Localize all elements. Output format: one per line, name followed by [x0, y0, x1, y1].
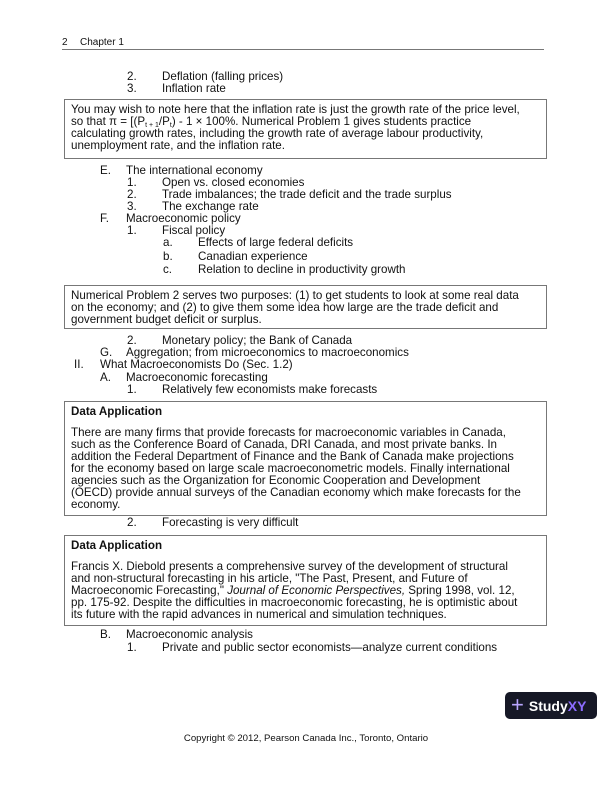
outline-num: b. [163, 250, 173, 263]
note-box [64, 99, 547, 159]
page-number: 2 [62, 37, 68, 48]
note-box [64, 285, 547, 329]
outline-num: c. [163, 263, 173, 276]
plus-icon: + [511, 691, 524, 717]
box-line: (OECD) provide annual surveys of the Canadian economy which make forecasts for the [71, 486, 521, 499]
outline-text: Open vs. closed economies [162, 176, 305, 189]
outline-num: 1. [127, 383, 137, 396]
box-line: for the economy based on large scale macroeconometric models. Finally international [71, 462, 510, 475]
outline-num: 2. [127, 70, 137, 83]
box-line: pp. 175-92. Despite the difficulties in macroeconomic forecasting, he is optimistic about [71, 596, 518, 609]
box-line: its future with the rapid advances in numerical and simulation techniques. [71, 608, 447, 621]
outline-text: Fiscal policy [162, 224, 226, 237]
copyright-footer: Copyright © 2012, Pearson Canada Inc., Toronto, Ontario [183, 733, 429, 744]
outline-num: 1. [127, 224, 137, 237]
studyxy-logo: + Study XY [505, 692, 597, 719]
note-line: government budget deficit or surplus. [71, 313, 262, 326]
outline-text: Monetary policy; the Bank of Canada [162, 334, 353, 347]
outline-text: Macroeconomic policy [126, 212, 241, 225]
note-line: Numerical Problem 2 serves two purposes: (1) to get students to look at some real data [71, 289, 519, 302]
outline-text: Canadian experience [198, 250, 308, 263]
outline-num: A. [100, 371, 111, 384]
outline-num: 2. [127, 188, 137, 201]
box-title: Data Application [71, 405, 163, 418]
note-line: so that π = [(Pt + 1/Pt) - 1 × 100%. Numerical Problem 1 gives students practice [71, 115, 472, 129]
outline-num: E. [100, 164, 111, 177]
box-title: Data Application [71, 539, 163, 552]
box-line: There are many firms that provide forecasts for macroeconomic variables in Canada, [71, 426, 506, 439]
outline-num: F. [100, 212, 110, 225]
outline-num: 1. [127, 641, 137, 654]
outline-num: 3. [127, 82, 137, 95]
outline-num: B. [100, 628, 111, 641]
note-line: on the economy; and (2) to give them some idea how large are the trade deficit and [71, 301, 499, 314]
data-application-box [64, 401, 547, 516]
box-line: addition the Federal Department of Finance and the Bank of Canada make projections [71, 450, 514, 463]
outline-text: Relation to decline in productivity growth [198, 263, 406, 276]
outline-num: 1. [127, 176, 137, 189]
outline-text: Effects of large federal deficits [198, 236, 354, 249]
box-line: and non-structural forecasting in his article, "The Past, Present, and Future of [71, 572, 468, 585]
outline-num: 2. [127, 516, 137, 529]
note-line: You may wish to note here that the inflation rate is just the growth rate of the price level, [71, 103, 520, 116]
outline-text: The international economy [126, 164, 263, 177]
outline-text: Forecasting is very difficult [162, 516, 299, 529]
outline-num: 2. [127, 334, 137, 347]
outline-text: Private and public sector economists—analyze current conditions [162, 641, 498, 654]
outline-text: What Macroeconomists Do (Sec. 1.2) [100, 358, 293, 371]
box-line: Macroeconomic Forecasting," Journal of Economic Perspectives, Spring 1998, vol. 12, [71, 584, 515, 597]
box-line: Francis X. Diebold presents a comprehensive survey of the development of structural [71, 560, 508, 573]
note-line: calculating growth rates, including the growth rate of average labour productivity, [71, 127, 484, 140]
box-line: agencies such as the Organization for Economic Cooperation and Development [71, 474, 481, 487]
outline-text: Inflation rate [162, 82, 226, 95]
box-line: economy. [71, 498, 121, 511]
outline-num: a. [163, 236, 173, 249]
box-line: such as the Conference Board of Canada, DRI Canada, and most private banks. In [71, 438, 497, 451]
outline-text: Aggregation; from microeconomics to macroeconomics [126, 346, 409, 359]
outline-text: Macroeconomic forecasting [126, 371, 268, 384]
outline-num: G. [100, 346, 113, 359]
chapter-title: Chapter 1 [80, 37, 124, 48]
data-application-box [64, 535, 547, 626]
outline-text: Trade imbalances; the trade deficit and the trade surplus [162, 188, 452, 201]
outline-text: Deflation (falling prices) [162, 70, 284, 83]
outline-text: Macroeconomic analysis [126, 628, 253, 641]
outline-num: 3. [127, 200, 137, 213]
outline-text: Relatively few economists make forecasts [162, 383, 378, 396]
outline-text: The exchange rate [162, 200, 259, 213]
header-rule [62, 49, 544, 50]
note-line: unemployment rate, and the inflation rate. [71, 139, 285, 152]
outline-num: II. [74, 358, 84, 371]
